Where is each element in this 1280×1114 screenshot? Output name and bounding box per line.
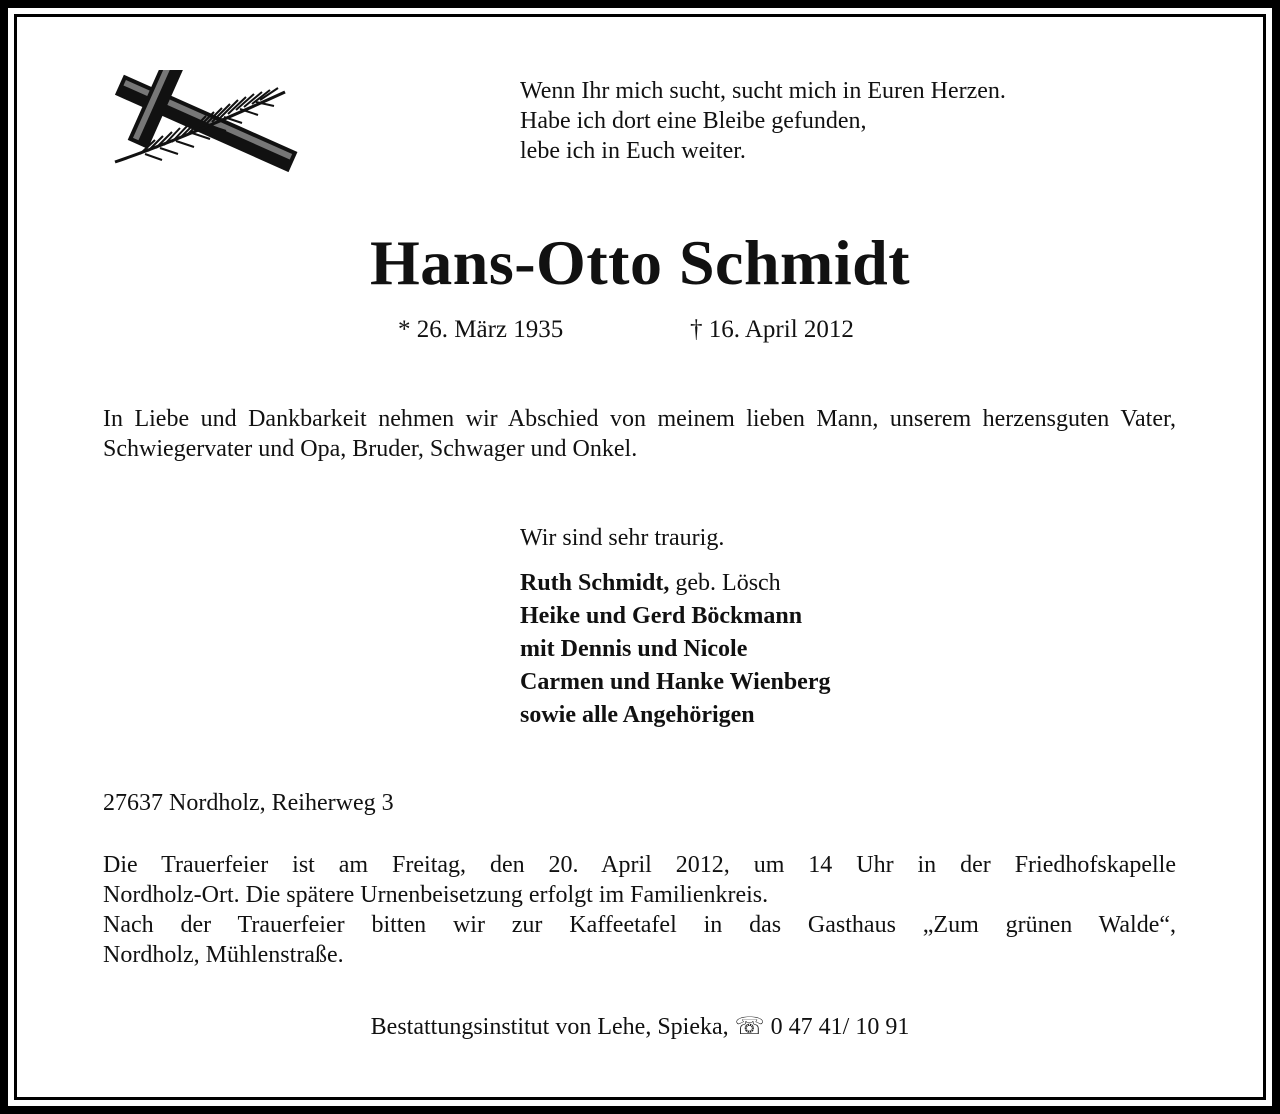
mourner-line: Carmen und Hanke Wienberg [520, 669, 831, 695]
poem-line: Wenn Ihr mich sucht, sucht mich in Euren Herzen. [520, 78, 1006, 104]
mourner-spouse [520, 567, 831, 600]
undertaker-name: Bestattungsinstitut von Lehe, Spieka, [370, 1014, 729, 1040]
mourner-line: sowie alle Angehörigen [520, 702, 755, 728]
telephone-icon: ☏ [734, 1014, 765, 1040]
service-line: Nordholz, Mühlenstraße. [103, 942, 344, 968]
mourning-line: Wir sind sehr traurig. [520, 525, 725, 551]
poem [520, 76, 1006, 166]
service-line: Nach der Trauerfeier bitten wir zur Kaffeetafel in das Gasthaus „Zum grünen Walde“, [103, 912, 1176, 938]
address: 27637 Nordholz, Reiherweg 3 [103, 790, 394, 816]
service-info [103, 850, 1176, 970]
poem-line: lebe ich in Euch weiter. [520, 138, 746, 164]
spouse-name: Ruth Schmidt, [520, 570, 670, 596]
cross-with-palm-branch-icon [100, 70, 300, 180]
poem-line: Habe ich dort eine Bleibe gefunden, [520, 108, 867, 134]
farewell-text: In Liebe und Dankbarkeit nehmen wir Abschied von meinem lieben Mann, unserem herzensguten Vater, Schwiegervater und Opa, Bruder, Schwager und Onkel. [103, 406, 1176, 462]
mourner-line: Heike und Gerd Böckmann [520, 603, 803, 629]
spouse-maiden-name: geb. Lösch [675, 570, 781, 596]
mourner-line: mit Dennis und Nicole [520, 636, 748, 662]
mourners-list [520, 522, 831, 732]
birth-date: * 26. März 1935 [398, 316, 564, 343]
phone-number: 0 47 41/ 10 91 [770, 1014, 910, 1040]
service-line: Nordholz-Ort. Die spätere Urnenbeisetzung erfolgt im Familienkreis. [103, 882, 769, 908]
death-date: † 16. April 2012 [690, 316, 854, 343]
deceased-name: Hans-Otto Schmidt [369, 227, 911, 298]
service-line: Die Trauerfeier ist am Freitag, den 20. April 2012, um 14 Uhr in der Friedhofskapelle [103, 852, 1176, 878]
undertaker-line [0, 1012, 1280, 1041]
